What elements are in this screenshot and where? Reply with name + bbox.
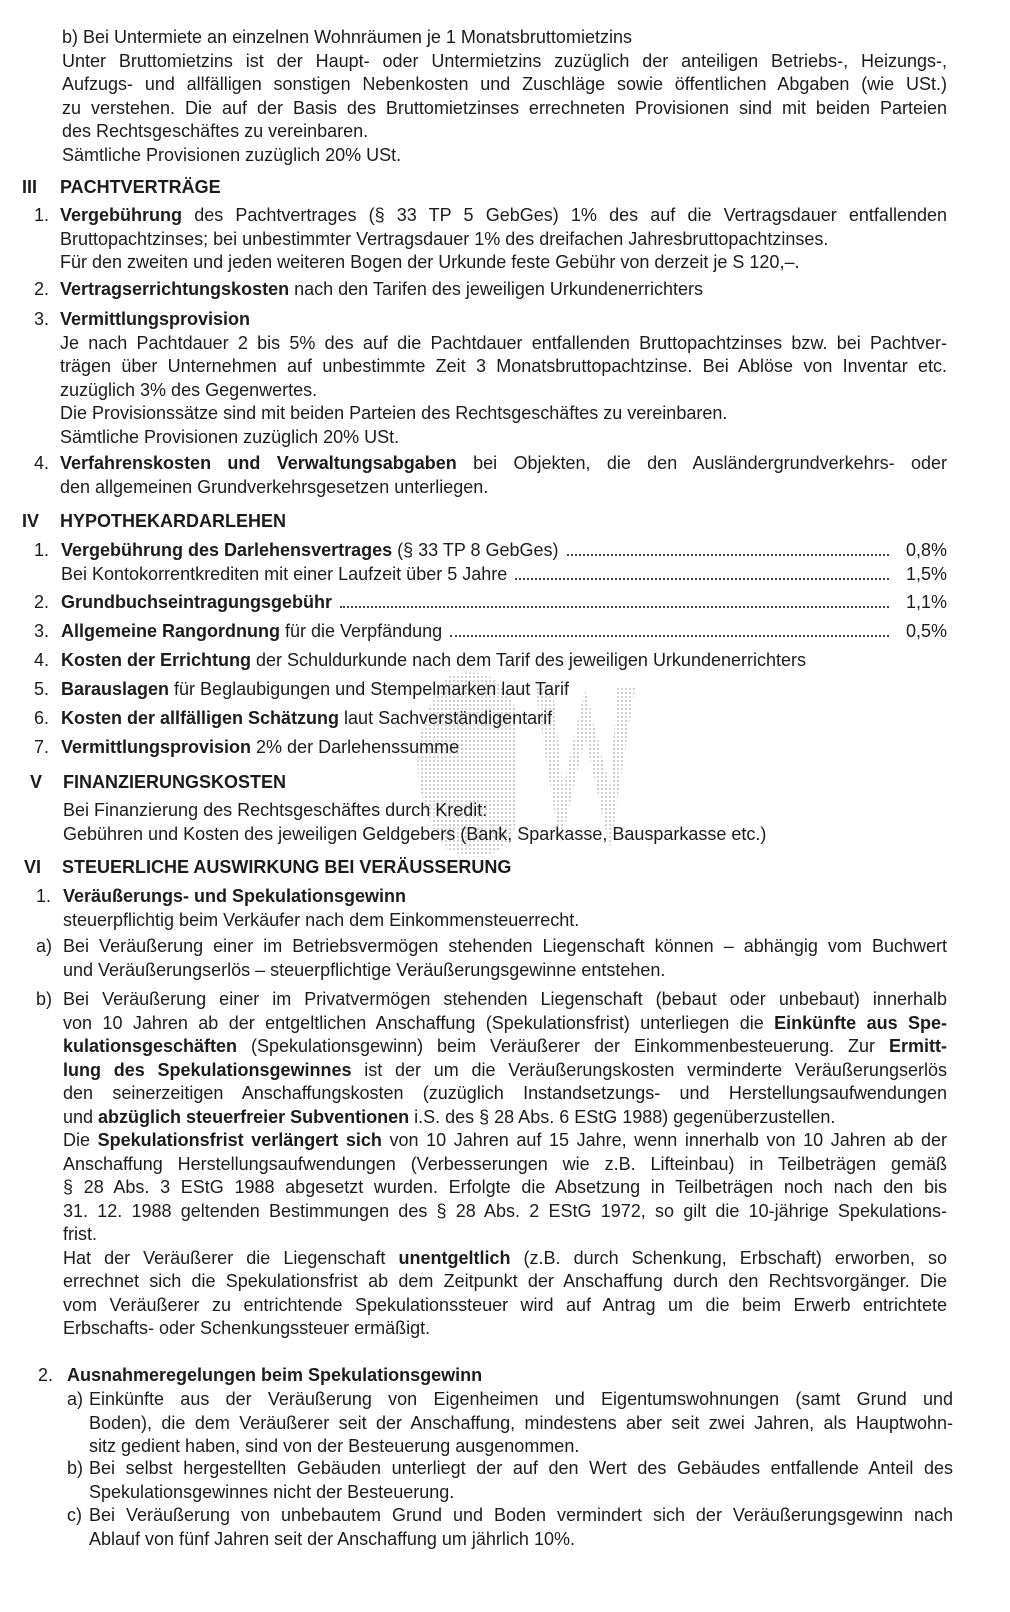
item-line: Vermittlungsprovision 2% der Darlehenssumme <box>61 737 460 757</box>
item-line: Ablauf von fünf Jahren seit der Anschaffung um jährlich 10%. <box>89 1528 575 1549</box>
item-line: Boden), die dem Veräußerer seit der Anschaffung, mindestens aber seit zwei Jahren, als Hauptwohn- <box>89 1412 953 1433</box>
item-line: und Veräußerungserlös – steuerpflichtige Veräußerungsgewinne entstehen. <box>63 959 666 980</box>
item-bold: Verfahrenskosten und Verwaltungsabgaben <box>60 453 457 473</box>
intro-last: Sämtliche Provisionen zuzüglich 20% USt. <box>62 144 402 165</box>
item-line: und abzüglich steuerfreier Subventionen i.S. des § 28 Abs. 6 EStG 1988) gegenüberzustellen. <box>63 1106 836 1127</box>
item-line: Bei Veräußerung einer im Betriebsvermögen stehenden Liegenschaft können – abhängig vom Buchwert <box>63 936 947 956</box>
body-line: Bei Finanzierung des Rechtsgeschäftes durch Kredit: <box>63 800 488 820</box>
dot-leader <box>515 564 889 580</box>
item-line: den seinerzeitigen Anschaffungskosten (zuzüglich Instandsetzungs- und Herstellungsaufwendungen <box>63 1083 947 1103</box>
item-line: Bruttopachtzinses; bei unbestimmter Vertragsdauer 1% des dreifachen Jahresbruttopachtzinses. <box>60 228 829 249</box>
item-bold: Grundbuchseintragungsgebühr <box>61 592 333 612</box>
item-line <box>60 308 947 332</box>
item-number: 2. <box>34 592 50 612</box>
item-number: 1. <box>36 886 52 906</box>
item-number: 1. <box>34 205 50 225</box>
item-line: Erbschafts- oder Schenkungssteuer ermäßigt. <box>63 1318 431 1338</box>
item-line: Bei selbst hergestellten Gebäuden unterliegt der auf den Wert des Gebäudes entfallende Anteil des <box>89 1458 953 1478</box>
fee-percent: 1,5% <box>905 563 947 584</box>
item-line <box>67 1364 953 1388</box>
item-number: 1. <box>34 540 50 560</box>
section-title: HYPOTHEKARDARLEHEN <box>60 511 287 531</box>
item-number: 2. <box>38 1365 54 1385</box>
item-bold: Vermittlungsprovision <box>60 309 251 329</box>
item-line: errechnet sich die Spekulationsfrist ab dem Zeitpunkt der Anschaffung durch den Rechtsvorgänger. Die <box>63 1271 947 1291</box>
item-line: von 10 Jahren ab der entgeltlichen Anschaffung (Spekulationsfrist) unterliegen die Einkünfte aus Spe- <box>63 1012 947 1033</box>
item-line: 31. 12. 1988 geltenden Bestimmungen des § 28 Abs. 2 EStG 1972, so gilt die 10-jährige Spekulations- <box>63 1200 947 1221</box>
item-line <box>63 885 947 909</box>
item-number: 4. <box>34 650 50 670</box>
item-letter: b) <box>67 1458 84 1478</box>
section-heading-iv <box>22 510 286 534</box>
section-heading-vi <box>24 856 511 880</box>
item-line: lung des Spekulationsgewinnes ist der um die Veräußerungskosten verminderte Veräußerungserlös <box>63 1059 947 1080</box>
item-number: 5. <box>34 679 50 699</box>
item-line: Vergebührung des Pachtvertrages (§ 33 TP 5 GebGes) 1% des auf die Vertragsdauer entfallenden <box>60 205 947 225</box>
dot-leader <box>450 621 889 637</box>
item-number: 3. <box>34 309 50 329</box>
item-line: den allgemeinen Grundverkehrsgesetzen unterliegen. <box>60 476 489 497</box>
item-bold: Vergebührung des Darlehensvertrages <box>61 540 393 560</box>
item-bold: Vertragserrichtungskosten <box>60 279 290 299</box>
item-line: Die Spekulationsfrist verlängert sich von 10 Jahren auf 15 Jahre, wenn innerhalb von 10 Jahren ab der <box>63 1130 947 1150</box>
intro-line: zu verstehen. Die auf der Basis des Bruttomietzinses errechneten Provisionen sind mit beiden Parteien <box>62 97 947 118</box>
item-line: Spekulationsgewinnes nicht der Besteuerung. <box>89 1481 455 1502</box>
item-line: Kosten der Errichtung der Schuldurkunde nach dem Tarif des jeweiligen Urkundenerrichters <box>61 650 806 670</box>
item-line: Barauslagen für Beglaubigungen und Stempelmarken laut Tarif <box>61 679 569 699</box>
item-line: Sämtliche Provisionen zuzüglich 20% USt. <box>60 426 400 447</box>
section-title: PACHTVERTRÄGE <box>60 177 221 197</box>
item-letter: b) <box>36 989 53 1009</box>
item-bold: Allgemeine Rangordnung <box>61 621 281 641</box>
item-line: frist. <box>63 1224 97 1244</box>
item-line: kulationsgeschäften (Spekulationsgewinn) beim Veräußerer der Einkommenbesteuerung. Zur Ermitt- <box>63 1036 947 1056</box>
item-letter: a) <box>36 936 53 956</box>
intro-b-line: b) Bei Untermiete an einzelnen Wohnräumen je 1 Monatsbruttomietzins <box>62 27 632 47</box>
intro-line: des Rechtsgeschäftes zu vereinbaren. <box>62 121 369 141</box>
dot-leader <box>567 540 889 556</box>
item-line: Bei Veräußerung von unbebautem Grund und Boden vermindert sich der Veräußerungsgewinn nach <box>89 1505 953 1525</box>
item-bold: Vergebührung <box>60 205 183 225</box>
fee-percent: 0,5% <box>905 621 947 641</box>
item-number: 7. <box>34 737 50 757</box>
fee-row: Allgemeine Rangordnung für die Verpfändung 0,5% <box>61 620 947 644</box>
item-line: zuzüglich 3% des Gegenwertes. <box>60 379 318 400</box>
item-bold: Veräußerungs- und Spekulationsgewinn <box>63 886 407 906</box>
section-number: III <box>22 177 38 197</box>
item-line: steuerpflichtig beim Verkäufer nach dem Einkommensteuerrecht. <box>63 909 580 930</box>
item-bold: Vermittlungsprovision <box>61 737 252 757</box>
item-line: vom Veräußerer zu entrichtende Spekulationssteuer wird auf Antrag um die beim Erwerb entrichtete <box>63 1294 947 1315</box>
fee-row <box>61 591 947 615</box>
item-letter: a) <box>67 1389 84 1409</box>
sec5-body <box>63 799 943 846</box>
item-line: Hat der Veräußerer die Liegenschaft unentgeltlich (z.B. durch Schenkung, Erbschaft) erworben, so <box>63 1247 948 1268</box>
item-line: Verfahrenskosten und Verwaltungsabgaben bei Objekten, die den Ausländergrundverkehrs- oder <box>60 453 947 473</box>
item-bold: Ausnahmeregelungen beim Spekulationsgewinn <box>67 1365 483 1385</box>
intro-line: Aufzugs- und allfälligen sonstigen Nebenkosten und Zuschläge sowie öffentlichen Abgaben (wie USt.) <box>62 74 947 94</box>
fee-percent: 0,8% <box>905 540 947 560</box>
fee-percent: 1,1% <box>905 592 947 612</box>
fee-row: Vergebührung des Darlehensvertrages (§ 33 TP 8 GebGes) 0,8% <box>61 539 947 563</box>
item-number: 4. <box>34 453 50 473</box>
item-line: Einkünfte aus der Veräußerung von Eigenheimen und Eigentumswohnungen (samt Grund und <box>89 1389 953 1409</box>
item-line: Bei Veräußerung einer im Privatvermögen stehenden Liegenschaft (bebaut oder unbebaut) innerhalb <box>63 989 947 1009</box>
item-line: Für den zweiten und jeden weiteren Bogen der Urkunde feste Gebühr von derzeit je S 120,–. <box>60 252 800 272</box>
item-line: Kosten der allfälligen Schätzung laut Sachverständigentarif <box>61 708 553 728</box>
body-line: Gebühren und Kosten des jeweiligen Geldgebers (Bank, Sparkasse, Bausparkasse etc.) <box>63 823 767 844</box>
section-number: VI <box>24 857 42 877</box>
item-number: 6. <box>34 708 50 728</box>
item-bold: Kosten der Errichtung <box>61 650 252 670</box>
item-line: Anschaffung Herstellungsaufwendungen (Verbesserungen wie z.B. Lifteinbau) in Teilbeträgen gemäß <box>63 1153 947 1174</box>
section-title: STEUERLICHE AUSWIRKUNG BEI VERÄUSSERUNG <box>62 857 512 877</box>
item-line: § 28 Abs. 3 EStG 1988 abgesetzt wurden. Erfolgte die Absetzung in Teilbeträgen noch nach den bis <box>63 1177 947 1197</box>
section-heading-v <box>30 771 286 795</box>
intro-line: Unter Bruttomietzins ist der Haupt- oder Untermietzins zuzüglich der anteiligen Betriebs-, Heizungs-, <box>62 50 947 71</box>
item-letter: c) <box>67 1505 82 1525</box>
section-heading-iii <box>22 176 221 200</box>
item-line: Vertragserrichtungskosten nach den Tarifen des jeweiligen Urkundenerrichters <box>60 279 703 299</box>
item-number: 3. <box>34 621 50 641</box>
item-bold: Barauslagen <box>61 679 170 699</box>
item-line: sitz gedient haben, sind von der Besteuerung ausgenommen. <box>89 1436 580 1456</box>
item-bold: Kosten der allfälligen Schätzung <box>61 708 340 728</box>
section-number: V <box>30 772 43 792</box>
fee-row: Bei Kontokorrentkrediten mit einer Laufzeit über 5 Jahre 1,5% <box>61 563 947 587</box>
intro-block <box>62 26 947 167</box>
item-number: 2. <box>34 279 50 299</box>
section-title: FINANZIERUNGSKOSTEN <box>63 772 287 792</box>
item-line: Die Provisionssätze sind mit beiden Parteien des Rechtsgeschäftes zu vereinbaren. <box>60 403 728 423</box>
item-line: Je nach Pachtdauer 2 bis 5% des auf die Pachtdauer entfallenden Bruttopachtzinses bzw. bei Pachtver- <box>60 332 947 353</box>
dot-leader <box>340 592 889 608</box>
item-line: trägen über Unternehmen auf unbestimmte Zeit 3 Monatsbruttopachtzinse. Bei Ablöse von Inventar etc. <box>60 356 947 376</box>
section-number: IV <box>22 511 40 531</box>
